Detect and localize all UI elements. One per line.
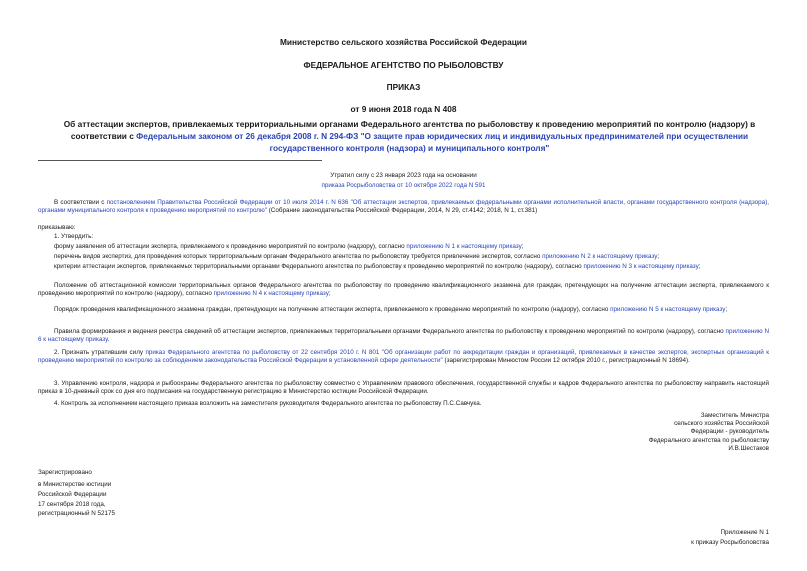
signature-line: Федерации - руководитель bbox=[690, 428, 769, 436]
registration-line: Зарегистрировано bbox=[38, 469, 92, 476]
document-type: ПРИКАЗ bbox=[386, 82, 421, 92]
item-1-list bbox=[38, 253, 769, 261]
preamble-source: (Собрание законодательства Российской Федерации, 2014, N 29, ст.4142; 2018, N 1, ст.381) bbox=[266, 207, 538, 215]
appendix-number: Приложение N 1 bbox=[720, 529, 769, 536]
item-1-criteria bbox=[38, 263, 769, 271]
appendix-3-link[interactable]: приложению N 3 к настоящему приказу bbox=[583, 263, 699, 270]
item-end: ; bbox=[521, 243, 524, 250]
item-1-exam bbox=[38, 306, 769, 314]
registration-line: Российской Федерации bbox=[38, 490, 107, 498]
item-1-registry bbox=[38, 328, 769, 344]
appendix-5-link[interactable]: приложению N 5 к настоящему приказу bbox=[610, 306, 726, 313]
item-end: ; bbox=[328, 290, 331, 298]
signature-line: Заместитель Министра bbox=[700, 412, 769, 419]
item-text: форму заявления об аттестации эксперта, привлекаемого к проведению мероприятий по контролю (надзору), согласно bbox=[54, 243, 407, 250]
item-1-form bbox=[38, 243, 769, 251]
document-date-number: от 9 июня 2018 года N 408 bbox=[350, 104, 457, 114]
ministry-name: Министерство сельского хозяйства Российской Федерации bbox=[280, 37, 527, 47]
item-end: (зарегистрирован Минюстом России 12 октября 2010 г., регистрационный N 18694). bbox=[442, 357, 690, 365]
item-2 bbox=[38, 349, 769, 365]
signature-line: сельского хозяйства Российской bbox=[674, 420, 769, 428]
repealed-order-link[interactable]: приказ Федерального агентства по рыболовству от 22 сентября 2010 г. N 801 "Об организации работ по аккредитации граждан и организаций, привлекаемых в качестве экспертов, экспертных организаций к проведению мероприятий по контролю за соблюдением законодательства Российской Федерации в установленной сфере деятельности" bbox=[38, 349, 769, 365]
registration-date: 17 сентября 2018 года, bbox=[38, 500, 106, 508]
appendix-2-link[interactable]: приложению N 2 к настоящему приказу bbox=[542, 253, 658, 260]
item-end: ; bbox=[725, 306, 728, 313]
appendix-reference: к приказу Росрыболовства bbox=[691, 538, 769, 546]
title-text: Об аттестации экспертов, привлекаемых территориальными органами Федерального агентства по рыболовству к проведению мероприятий по контролю (надзору) в соответствии с bbox=[63, 119, 756, 141]
item-1-commission bbox=[38, 282, 769, 298]
appendix-1-link[interactable]: приложению N 1 к настоящему приказу bbox=[406, 243, 522, 250]
repeal-order-link[interactable]: приказа Росрыболовства от 10 октября 2022 года N 591 bbox=[321, 182, 486, 189]
registration-number: регистрационный N 52175 bbox=[38, 510, 116, 518]
appendix-4-link[interactable]: приложению N 4 к настоящему приказу bbox=[213, 290, 329, 298]
preamble bbox=[38, 199, 769, 215]
signatory-name: И.В.Шестаков bbox=[728, 444, 769, 452]
item-text: Правила формирования и ведения реестра сведений об аттестации экспертов, привлекаемых территориальными органами Федерального агентства по рыболовству к проведению мероприятий по контролю (надзору), согласно bbox=[54, 328, 726, 335]
appendix-6-link[interactable]: приложению N 6 к настоящему приказу bbox=[38, 328, 769, 344]
item-end: ; bbox=[657, 253, 660, 260]
item-end: ; bbox=[698, 263, 701, 270]
item-text: Порядок проведения квалификационного экзамена граждан, претендующих на получение аттестации эксперта, привлекаемого к проведению мероприятий по контролю (надзору), согласно bbox=[54, 306, 611, 313]
signature-block bbox=[649, 412, 769, 453]
item-text: 2. Признать утратившим силу bbox=[54, 349, 146, 356]
agency-name: ФЕДЕРАЛЬНОЕ АГЕНТСТВО ПО РЫБОЛОВСТВУ bbox=[303, 60, 504, 70]
government-decree-link[interactable]: постановлением Правительства Российской Федерации от 10 июля 2014 г. N 636 "Об аттестации экспертов, привлекаемых федеральными органами исполнительной власти, органами государственного контроля (надзора), органами муниципального контроля к проведению мероприятий по контролю" bbox=[38, 199, 770, 215]
federal-law-link[interactable]: Федеральным законом от 26 декабря 2008 г. N 294-ФЗ "О защите прав юридических лиц и индивидуальных предпринимателей при осуществлении государственного контроля (надзора) и муниципального контроля" bbox=[136, 131, 749, 153]
signature-line: Федерального агентства по рыболовству bbox=[648, 436, 769, 444]
document-title bbox=[52, 118, 767, 154]
item-text: перечень видов экспертиз, для проведения которых территориальным органам Федерального агентства по рыболовству требуется привлечение экспертов, согласно bbox=[54, 253, 543, 260]
item-1: 1. Утвердить: bbox=[54, 233, 94, 240]
order-word: приказываю: bbox=[38, 224, 76, 231]
item-text: Положение об аттестационной комиссии территориальных органов Федерального агентства по рыболовству по проведению квалификационного экзамена для граждан, претендующих на получение аттестации эксперта, привлекаемого к проведению мероприятий по контролю (надзору), согласно bbox=[38, 282, 769, 298]
status-note: Утратил силу с 23 января 2023 года на основании bbox=[330, 172, 477, 179]
item-3: 3. Управлению контроля, надзора и рыбоохраны Федерального агентства по рыболовству совместно с Управлением правового обеспечения, государственной службы и кадров Федерального агентства по рыболовству направить настоящий приказ в 10-дневный срок со дня его подписания на государственную регистрацию в Министерство юстиции Российской Федерации. bbox=[38, 380, 769, 396]
preamble-text: В соответствии с bbox=[54, 199, 107, 206]
registration-block bbox=[38, 469, 115, 519]
registration-line: в Министерстве юстиции bbox=[38, 481, 112, 489]
item-4: 4. Контроль за исполнением настоящего приказа возложить на заместителя руководителя Федерального агентства по рыболовству П.С.Савчука. bbox=[54, 400, 482, 407]
item-end: . bbox=[107, 336, 110, 344]
appendix-heading bbox=[691, 529, 769, 547]
item-text: критерии аттестации экспертов, привлекаемых территориальными органами Федерального агентства по рыболовству к проведению мероприятий по контролю (надзору), согласно bbox=[54, 263, 584, 270]
title-divider bbox=[38, 160, 322, 161]
